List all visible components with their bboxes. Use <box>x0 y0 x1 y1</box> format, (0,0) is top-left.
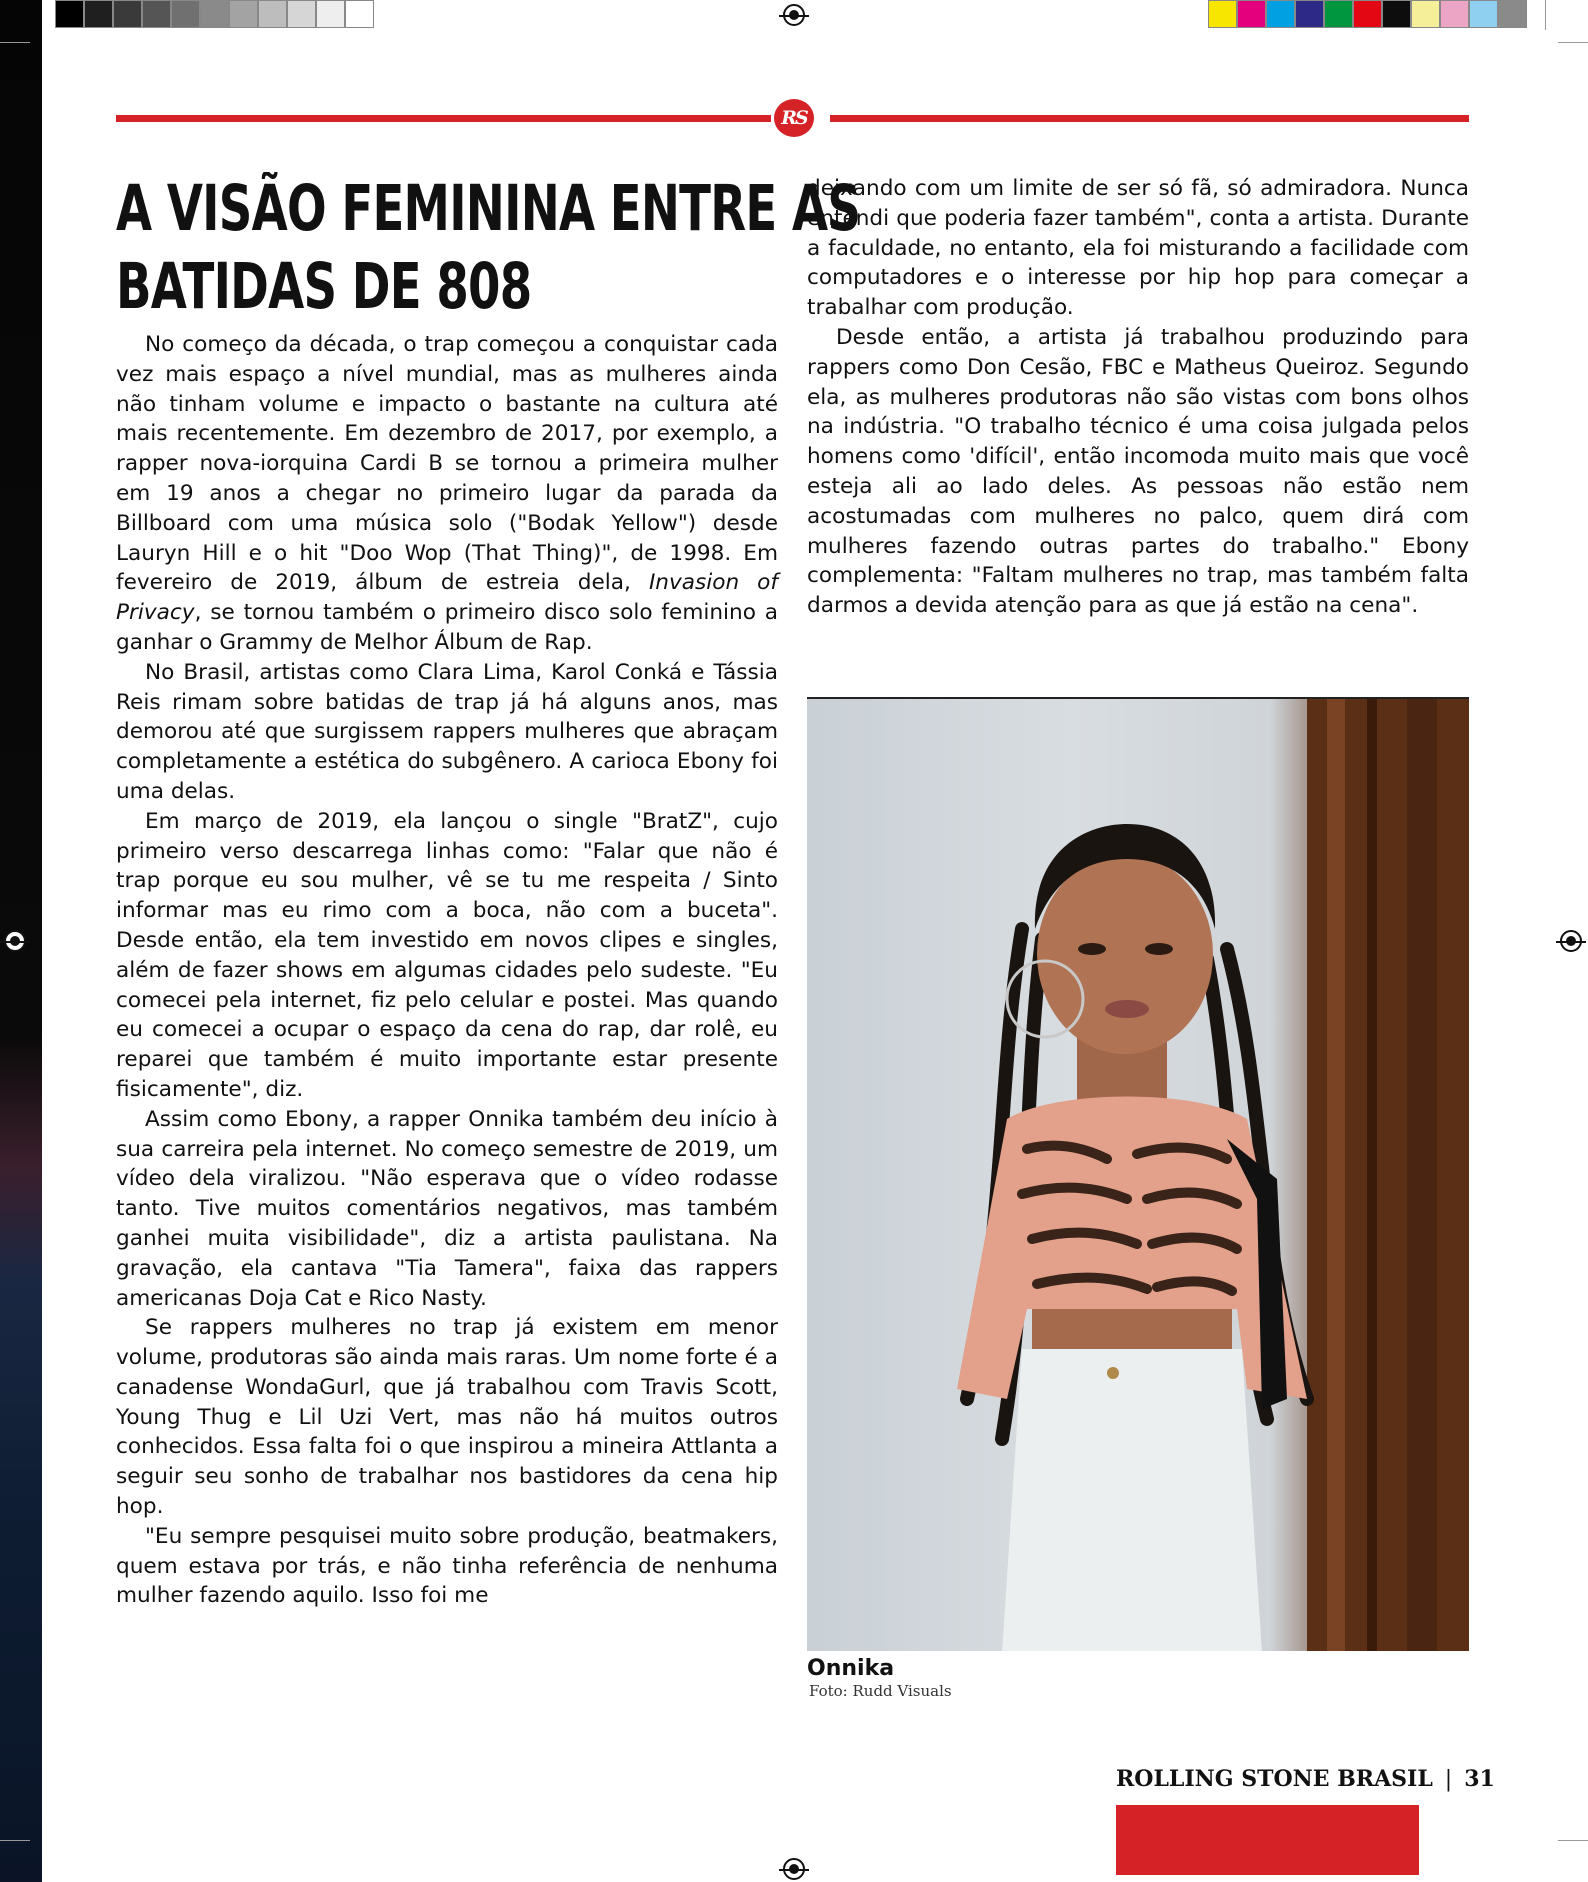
color-swatch <box>1469 0 1498 28</box>
color-swatch <box>287 0 316 28</box>
registration-mark-right <box>1560 930 1582 952</box>
paragraph-text: No começo da década, o trap começou a conquistar cada vez mais espaço a nível mundial, mas as mulheres ainda não tinham volume e impacto o bastante na cultura até mais recentemente. Em dezembro de 2017, por exemplo, a rapper nova-iorquina Cardi B se tornou a primeira mulher em 19 anos a chegar no primeiro lugar da parada da Billboard com uma música solo ("Bodak Yellow") desde Lauryn Hill e o hit "Doo Wop (That Thing)", de 1998. Em fevereiro de 2019, álbum de estreia dela, <box>116 332 778 596</box>
headline-line-2: BATIDAS DE 808 <box>116 250 532 323</box>
crop-line <box>1558 42 1588 43</box>
article-right-column <box>807 174 1469 621</box>
crop-line <box>0 1840 30 1841</box>
color-swatch <box>345 0 374 28</box>
crop-line <box>1558 1840 1588 1841</box>
color-swatch <box>1382 0 1411 28</box>
color-swatch <box>84 0 113 28</box>
color-swatch <box>200 0 229 28</box>
color-swatch <box>1266 0 1295 28</box>
color-swatch <box>142 0 171 28</box>
footer-red-block <box>1116 1805 1419 1875</box>
color-swatch <box>171 0 200 28</box>
color-swatch <box>229 0 258 28</box>
page-number: 31 <box>1464 1766 1495 1792</box>
page-footer <box>1116 1764 1495 1795</box>
grayscale-calibration-bar <box>55 0 374 28</box>
paragraph: Assim como Ebony, a rapper Onnika também deu início à sua carreira pela internet. No começo semestre de 2019, um vídeo dela viralizou. "Não esperava que o vídeo rodasse tanto. Tive muitos comentários negativos, mas também ganhei muita visibilidade", diz a artista paulistana. Na gravação, ela cantava "Tia Tamera", faixa das rappers americanas Doja Cat e Rico Nasty. <box>116 1106 778 1311</box>
photo-caption-name: Onnika <box>807 1656 895 1681</box>
crop-line <box>0 42 30 43</box>
paragraph <box>116 330 778 658</box>
color-calibration-bar <box>1208 0 1527 28</box>
color-swatch <box>55 0 84 28</box>
color-swatch <box>1237 0 1266 28</box>
paragraph: Se rappers mulheres no trap já existem em menor volume, produtoras são ainda mais raras. Um nome forte é a canadense WondaGurl, que já trabalhou com Travis Scott, Young Thug e Lil Uzi Vert, mas não há muitos outros conhecidos. Essa falta foi o que inspirou a mineira Attlanta a seguir seu sonho de trabalhar nos bastidores da cena hip hop. <box>116 1315 778 1520</box>
article-left-column <box>116 330 778 1611</box>
headline-line-1: A VISÃO FEMININA ENTRE AS <box>116 172 861 245</box>
color-swatch <box>1324 0 1353 28</box>
paragraph: "Eu sempre pesquisei muito sobre produção, beatmakers, quem estava por trás, e não tinha referência de nenhuma mulher fazendo aquilo. Isso foi me <box>116 1523 778 1609</box>
registration-mark-left <box>4 930 26 952</box>
crop-line <box>1545 0 1546 30</box>
footer-separator: | <box>1444 1767 1453 1792</box>
color-swatch <box>1353 0 1382 28</box>
color-swatch <box>1208 0 1237 28</box>
publication-name: ROLLING STONE BRASIL <box>1116 1766 1433 1792</box>
photo-credit: Foto: Rudd Visuals <box>809 1682 952 1700</box>
article-photo <box>807 697 1469 1651</box>
color-swatch <box>258 0 287 28</box>
color-swatch <box>1440 0 1469 28</box>
color-swatch <box>1295 0 1324 28</box>
paragraph-text: , se tornou também o primeiro disco solo feminino a ganhar o Grammy de Melhor Álbum de Rap. <box>116 600 778 655</box>
color-swatch <box>1411 0 1440 28</box>
color-swatch <box>113 0 142 28</box>
registration-mark-bottom <box>783 1858 805 1880</box>
paragraph: No Brasil, artistas como Clara Lima, Karol Conká e Tássia Reis rimam sobre batidas de trap já há alguns anos, mas demorou até que surgissem rappers mulheres que abraçam completamente a estética do subgênero. A carioca Ebony foi uma delas. <box>116 659 778 804</box>
album-title: Invasion of Privacy <box>116 570 778 626</box>
rolling-stone-logo: RS <box>774 99 814 137</box>
paragraph: Desde então, a artista já trabalhou produzindo para rappers como Don Cesão, FBC e Matheus Queiroz. Segundo ela, as mulheres produtoras não são vistas com bons olhos na indústria. "O trabalho técnico é uma coisa julgada pelos homens como 'difícil', então incomoda muito mais que você esteja ali ao lado deles. As pessoas não estão nem acostumadas com mulheres no palco, quem dirá com mulheres fazendo outras partes do trabalho." Ebony complementa: "Faltam mulheres no trap, mas também falta darmos a devida atenção para as que já estão na cena". <box>807 324 1469 619</box>
article-headline <box>116 170 861 326</box>
paragraph: Em março de 2019, ela lançou o single "BratZ", cujo primeiro verso descarrega linhas como: "Falar que não é trap porque eu sou mulher, vê se tu me respeita / Sinto informar mas eu rimo com a boca, não com a buceta". Desde então, ela tem investido em novos clipes e singles, além de fazer shows em algumas cidades pelo sudeste. "Eu comecei pela internet, fiz pelo celular e postei. Mas quando eu comecei a ocupar o espaço da cena do rap, dar rolê, eu reparei que também é muito importante estar presente fisicamente", diz. <box>116 808 778 1102</box>
paragraph: deixando com um limite de ser só fã, só admiradora. Nunca entendi que poderia fazer também", conta a artista. Durante a faculdade, no entanto, ela foi misturando a facilidade com computadores e o interesse por hip hop para começar a trabalhar com produção. <box>807 176 1469 321</box>
color-swatch <box>316 0 345 28</box>
header-rule-left <box>116 115 771 122</box>
portrait-illustration <box>807 699 1469 1651</box>
color-swatch <box>1498 0 1527 28</box>
registration-mark-top <box>783 4 805 26</box>
header-rule-right <box>830 115 1469 122</box>
